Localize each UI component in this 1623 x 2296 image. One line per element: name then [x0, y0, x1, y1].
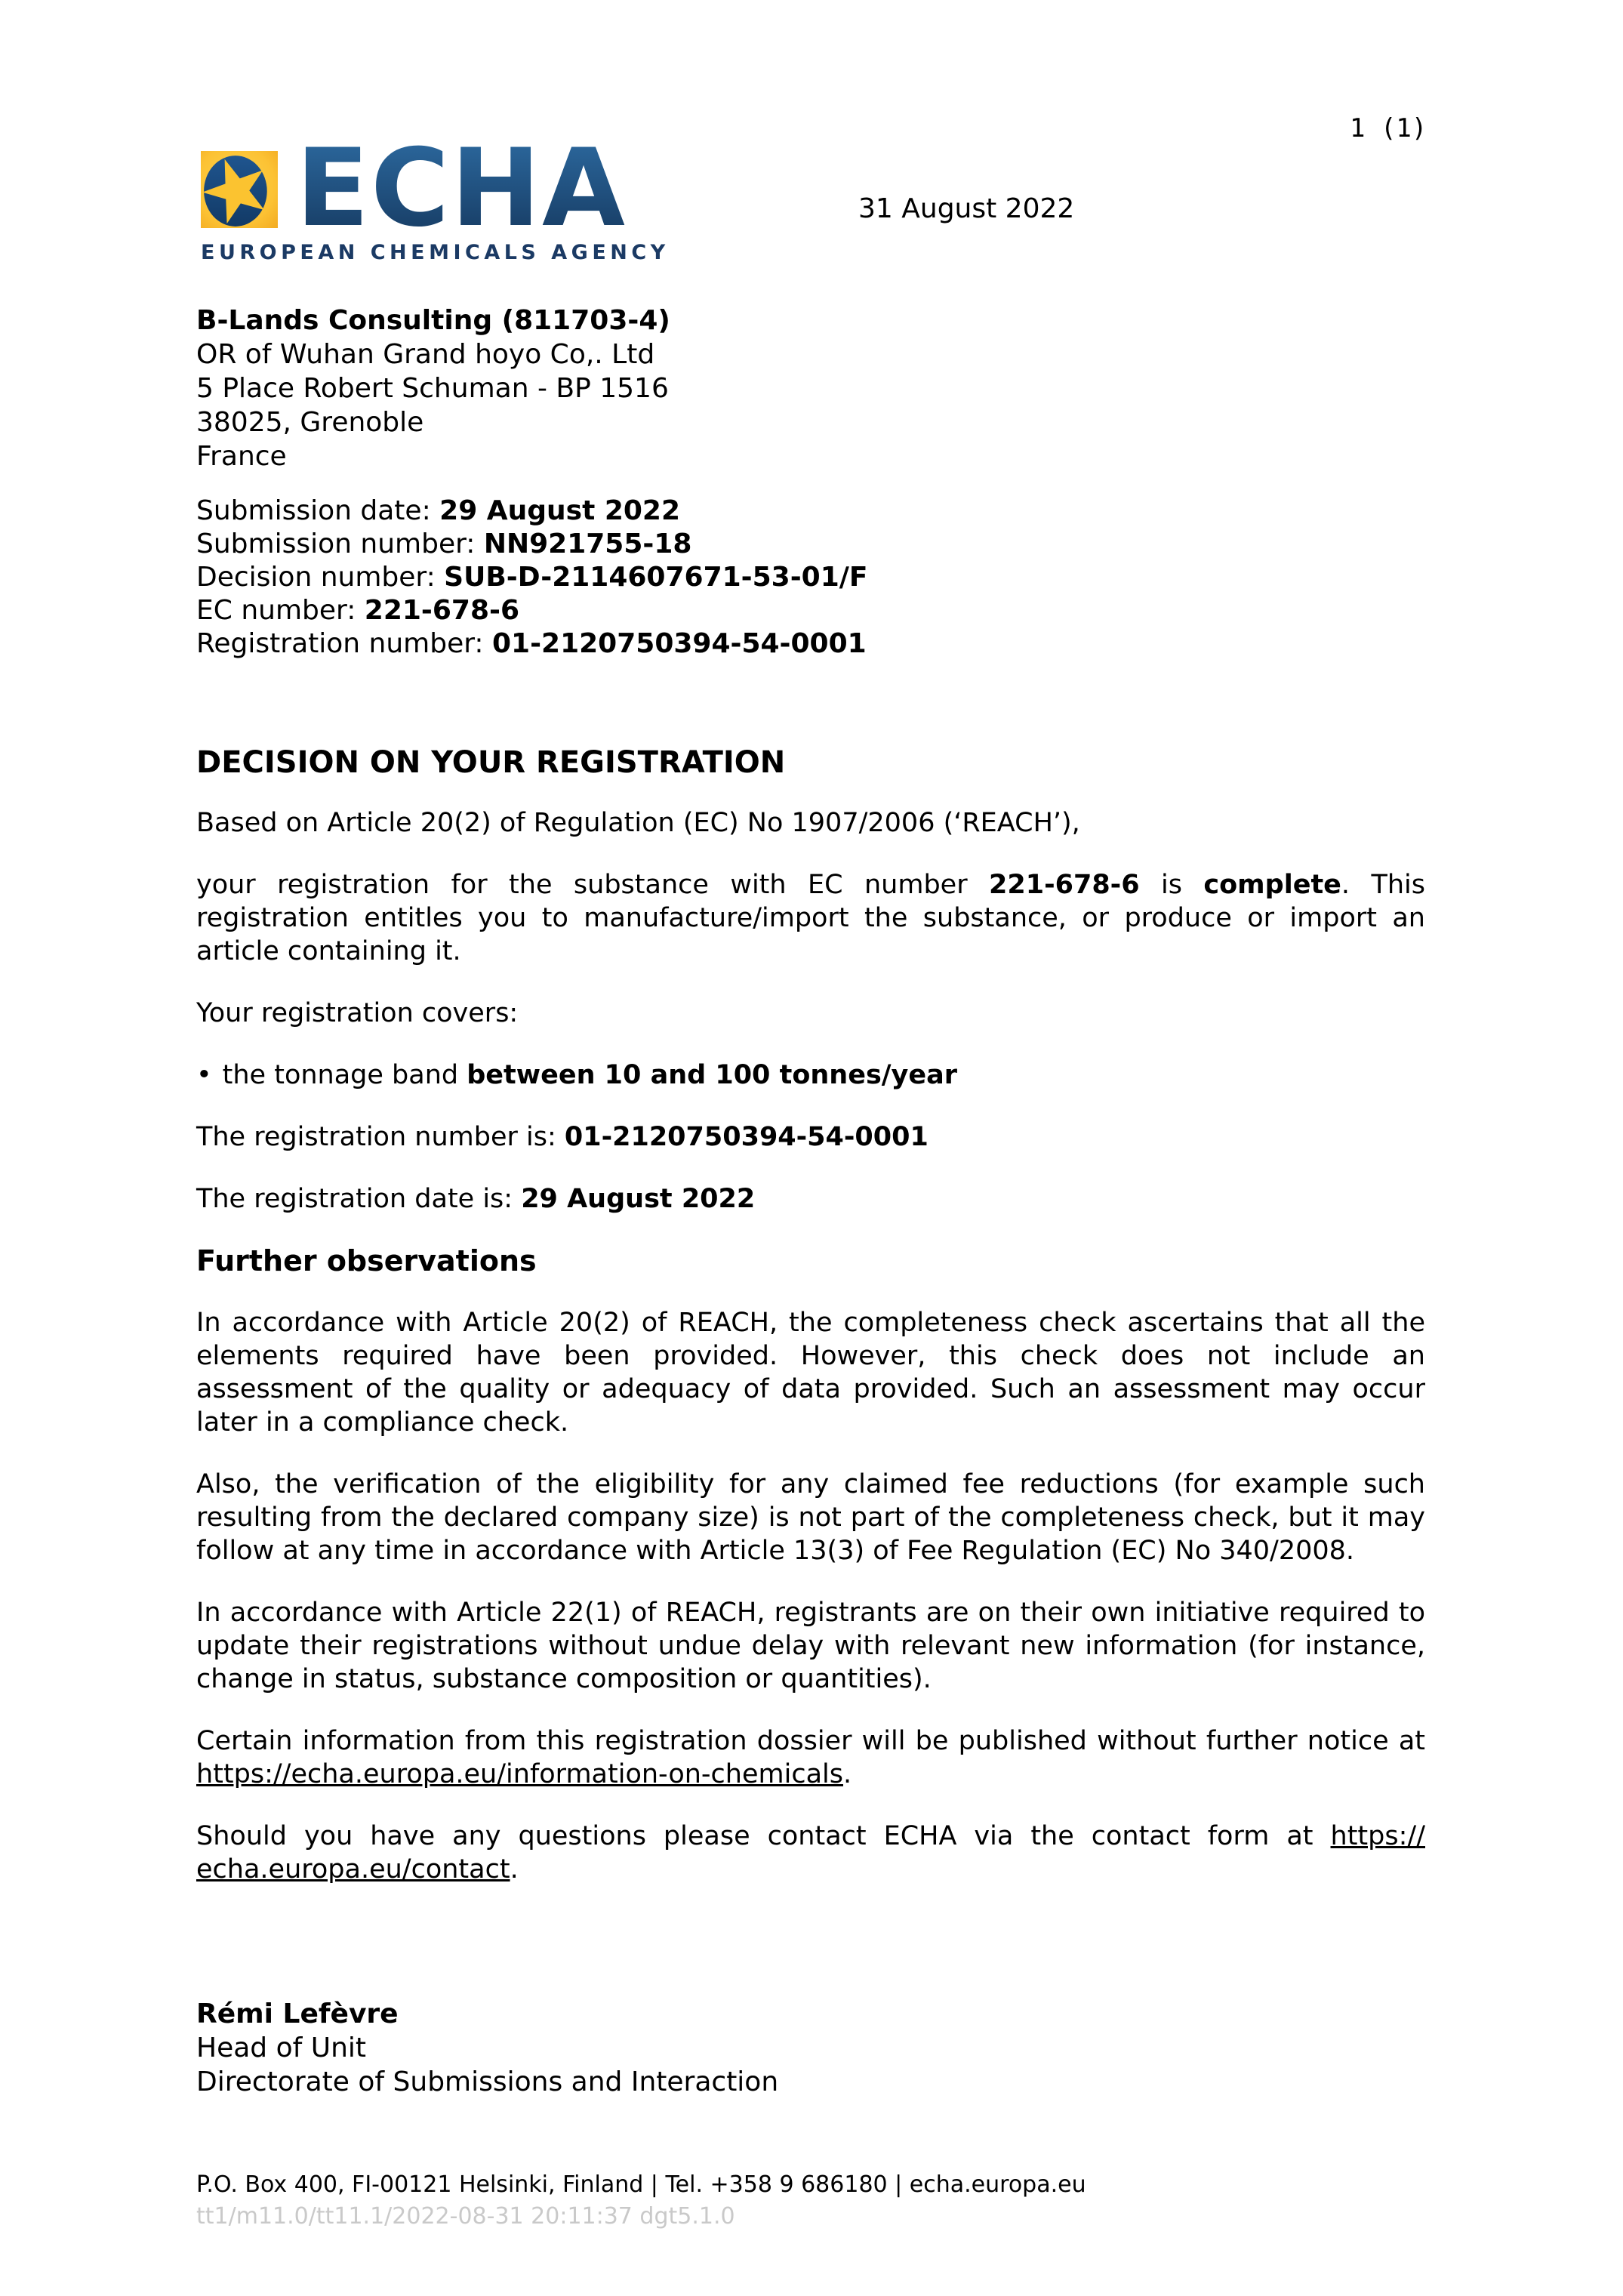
submission-value: 01-2120750394-54-0001: [491, 628, 867, 659]
text-segment: your registration for the substance with EC number: [196, 870, 990, 900]
observations-paragraph-2: Also, the verification of the eligibility for any claimed fee reductions (for example such resulting from the declared company size) is not part of the completeness check, but it may follow at any time in accordance with Article 13(3) of Fee Regulation (EC) No 340/2008.: [196, 1469, 1425, 1566]
tonnage-band-bullet: [196, 1059, 1425, 1092]
submission-label: Registration number:: [196, 628, 492, 659]
link-segment: https://: [1330, 1821, 1425, 1851]
echa-wordmark: [296, 122, 657, 228]
signer-title: Head of Unit: [196, 2032, 366, 2063]
recipient-line: OR of Wuhan Grand hoyo Co,. Ltd: [196, 339, 655, 370]
complete-status: complete: [1203, 870, 1341, 900]
document-date: 31 August 2022: [858, 193, 1075, 224]
text-segment: is: [1139, 870, 1204, 900]
submission-label: Decision number:: [196, 562, 445, 593]
text-segment: The registration date is:: [196, 1184, 522, 1214]
based-on-paragraph: Based on Article 20(2) of Regulation (EC) No 1907/2006 (‘REACH’),: [196, 808, 1080, 838]
recipient-line: France: [196, 441, 287, 472]
tonnage-band-value: between 10 and 100 tonnes/year: [467, 1060, 957, 1090]
footer-system-code: tt1/m11.0/tt11.1/2022-08-31 20:11:37 dgt5.1.0: [196, 2203, 735, 2230]
signer-name: Rémi Lefèvre: [196, 1999, 399, 2029]
text-segment: the tonnage band: [222, 1060, 467, 1090]
echa-acronym-text: ECHA: [296, 126, 627, 228]
contact-paragraph: [196, 1820, 1425, 1886]
registration-number-value: 01-2120750394-54-0001: [564, 1122, 929, 1152]
ec-number-value: 221-678-6: [989, 870, 1140, 900]
registration-complete-paragraph: [196, 868, 1425, 968]
recipient-address-block: [196, 304, 670, 473]
decision-heading: DECISION ON YOUR REGISTRATION: [196, 745, 786, 780]
signature-block: [196, 1997, 778, 2099]
registration-date-value: 29 August 2022: [521, 1184, 756, 1214]
recipient-line: 5 Place Robert Schuman - BP 1516: [196, 373, 669, 404]
submission-row: [196, 495, 868, 528]
information-on-chemicals-link[interactable]: https://echa.europa.eu/information-on-chemicals: [196, 1759, 843, 1789]
submission-row: [196, 627, 868, 661]
submission-row: [196, 528, 868, 561]
submission-label: Submission date:: [196, 495, 440, 526]
logo-row: [201, 122, 670, 228]
logo-subtitle: EUROPEAN CHEMICALS AGENCY: [201, 241, 670, 264]
submission-details-block: [196, 495, 868, 661]
page-number: 1 (1): [1350, 113, 1427, 143]
echa-star-icon: [201, 151, 278, 228]
text-segment: Certain information from this registration dossier will be published without further notice at: [196, 1726, 1425, 1756]
submission-label: Submission number:: [196, 529, 484, 559]
registration-number-line: [196, 1120, 1425, 1154]
submission-label: EC number:: [196, 595, 365, 626]
observations-paragraph-1: In accordance with Article 20(2) of REACH, the completeness check ascertains that all the elements required have been provided. However, this check does not include an assessment of the quality or adequacy of data provided. Such an assessment may occur later in a compliance check.: [196, 1308, 1425, 1438]
echa-logo: [201, 122, 670, 264]
recipient-line: 38025, Grenoble: [196, 407, 424, 438]
covers-intro-paragraph: Your registration covers:: [196, 998, 519, 1028]
signer-department: Directorate of Submissions and Interaction: [196, 2066, 779, 2097]
bullet-icon: •: [196, 1060, 212, 1090]
publication-notice-paragraph: [196, 1724, 1425, 1791]
text-segment: The registration number is:: [196, 1122, 565, 1152]
text-segment: .: [842, 1759, 852, 1789]
submission-row: [196, 594, 868, 627]
text-segment: Should you have any questions please contact ECHA via the contact form at: [196, 1821, 1331, 1851]
link-segment: echa.europa.eu/contact: [196, 1854, 510, 1885]
submission-value: SUB-D-2114607671-53-01/F: [444, 562, 868, 593]
further-observations-heading: Further observations: [196, 1244, 537, 1277]
submission-value: 29 August 2022: [439, 495, 681, 526]
page-footer: [196, 2171, 1086, 2230]
registration-date-line: [196, 1182, 1425, 1216]
footer-contact-line: P.O. Box 400, FI-00121 Helsinki, Finland | Tel. +358 9 686180 | echa.europa.eu: [196, 2171, 1086, 2198]
submission-value: 221-678-6: [364, 595, 520, 626]
recipient-name: B-Lands Consulting (811703-4): [196, 305, 670, 336]
text-segment: . This registration entitles you to manufacture/import the substance, or produce or import an article containing it.: [196, 870, 1425, 966]
submission-row: [196, 561, 868, 594]
submission-value: NN921755-18: [483, 529, 692, 559]
text-segment: .: [510, 1854, 519, 1885]
observations-paragraph-3: In accordance with Article 22(1) of REACH, registrants are on their own initiative required to update their registrations without undue delay with relevant new information (for instance, change in status, substance composition or quantities).: [196, 1598, 1425, 1694]
letter-body: [196, 746, 1425, 1915]
